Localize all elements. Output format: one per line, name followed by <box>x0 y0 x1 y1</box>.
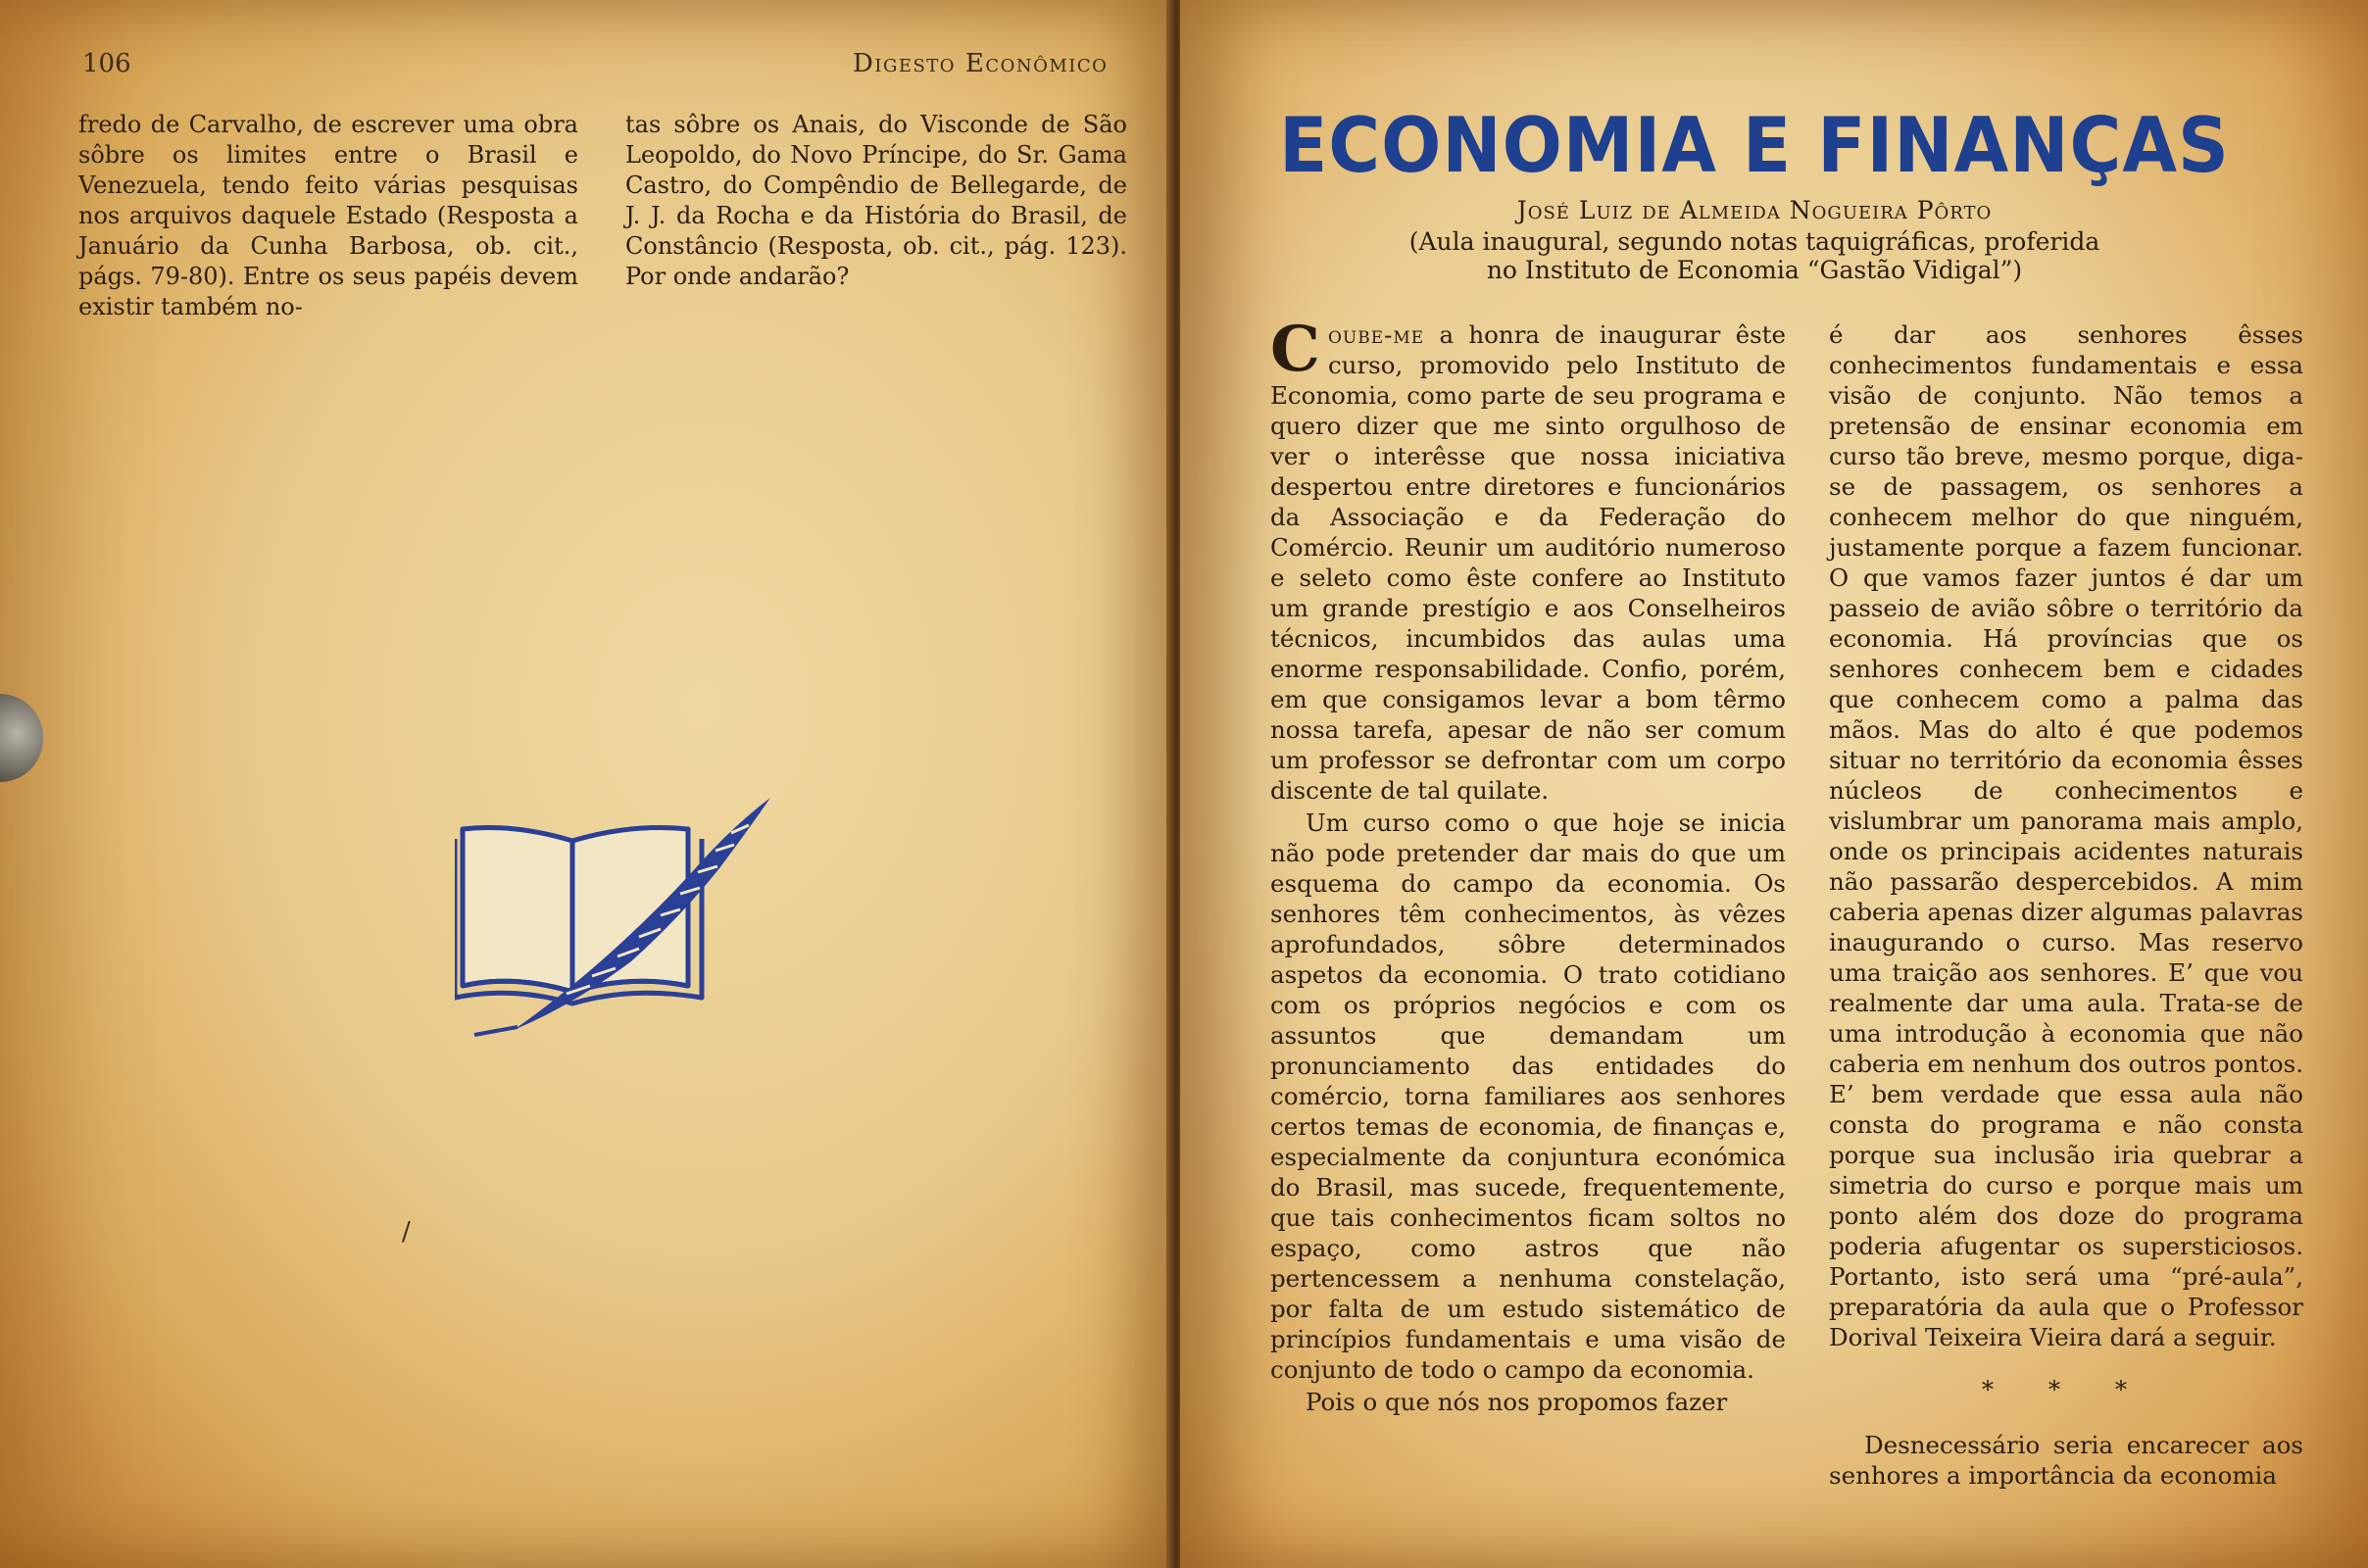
paragraph: Um curso como o que hoje se inicia não pode pretender dar mais do que um esquema do campo da economia. Os senhores têm conhecimentos, às vêzes aprofundados, sôbre determinados aspetos da economia. O trato cotidiano com os próprios negócios e com os assuntos que demandam um pronunciamento das entidades do comércio, torna familiares aos senhores certos temas de economia, de finanças e, especialmente da conjuntura económica do Brasil, mas sucede, frequentemente, que tais conhecimentos ficam soltos no espaço, como astros que não pertencessem a nenhuma constelação, por falta de um estudo sistemático de princípios fundamentais e uma visão de conjunto de todo o campo da economia. <box>1270 808 1786 1384</box>
left-column-1 <box>78 110 578 324</box>
drop-cap: C <box>1270 313 1320 386</box>
right-column-2 <box>1829 319 2303 1493</box>
article-subtitle <box>1274 227 2235 284</box>
paragraph: Desnecessário seria encarecer aos senhores a importância da economia <box>1829 1431 2303 1490</box>
paragraph: é dar aos senhores êsses conhecimentos fundamentais e essa visão de conjunto. Não temos a pretensão de ensinar economia em curso tão breve, mesmo porque, diga-se de passagem, os senhores a conhecem melhor do que ninguém, justamente porque a fazem funcionar. O que vamos fazer juntos é dar um passeio de avião sôbre o território da economia. Há províncias que os senhores conhecem bem e cidades que conhecem como a palma das mãos. Mas do alto é que podemos situar no território da economia êsses núcleos de conhecimentos e vislumbrar um panorama mais amplo, onde os principais acidentes naturais não passarão despercebidos. A mim caberia apenas dizer algumas palavras inaugurando o curso. Mas reservo uma traição aos senhores. E’ que vou realmente dar uma aula. Trata-se de uma introdução à economia que não caberia em nenhum dos outros pontos. E’ bem verdade que essa aula não consta do programa e não consta porque sua inclusão iria quebrar a simetria do curso e porque mais um ponto além dos doze do programa poderia afugentar os supersticiosos. Portanto, isto será uma “pré-aula”, preparatória da aula que o Professor Dorival Teixeira Vieira dará a seguir. <box>1829 320 2303 1351</box>
article-title: ECONOMIA E FINANÇAS <box>1279 100 2230 190</box>
right-column-1 <box>1270 313 1786 1419</box>
paragraph <box>1270 313 1786 806</box>
staple <box>0 694 43 782</box>
paragraph: fredo de Carvalho, de escrever uma obra sôbre os limites entre o Brasil e Venezuela, tendo feito várias pesquisas nos arquivos daquele Estado (Resposta a Januário da Cunha Barbosa, ob. cit., págs. 79-80). Entre os seus papéis devem existir também no- <box>78 111 578 320</box>
page-number: 106 <box>82 49 131 78</box>
stray-mark: / <box>402 1217 411 1247</box>
subtitle-line: no Instituto de Economia “Gastão Vidigal”) <box>1486 256 2023 284</box>
left-page <box>0 0 1172 1568</box>
running-head: Digesto Econômico <box>853 49 1109 78</box>
lead-in: oube-me <box>1327 320 1425 349</box>
section-separator: * * * <box>1981 1375 2151 1403</box>
article-author: José Luiz de Almeida Nogueira Pôrto <box>1516 196 1993 224</box>
paragraph: tas sôbre os Anais, do Visconde de São Leopoldo, do Novo Príncipe, do Sr. Gama Castro, do Compêndio de Bellegarde, de J. J. da Rocha e da História do Brasil, de Constâncio (Resposta, ob. cit., pág. 123). Por onde andarão? <box>625 111 1127 290</box>
open-book-with-quill-icon <box>455 790 784 1039</box>
paragraph-text: a honra de inaugurar êste curso, promovido pelo Instituto de Economia, como parte de seu programa e quero dizer que me sinto orgulhoso de ver o interêsse que nossa iniciativa despertou entre diretores e funcionários da Associação e da Federação do Comércio. Reunir um auditório numeroso e seleto como êste confere ao Instituto um grande prestígio e aos Conselheiros técnicos, incumbidos das aulas uma enorme responsabilidade. Confio, porém, em que consigamos levar a bom têrmo nossa tarefa, apesar de não ser comum um professor se defrontar com um corpo discente de tal quilate. <box>1270 320 1786 805</box>
left-column-2 <box>625 110 1127 294</box>
subtitle-line: (Aula inaugural, segundo notas taquigráficas, proferida <box>1408 227 2100 256</box>
paragraph: Pois o que nós nos propomos fazer <box>1306 1388 1728 1416</box>
